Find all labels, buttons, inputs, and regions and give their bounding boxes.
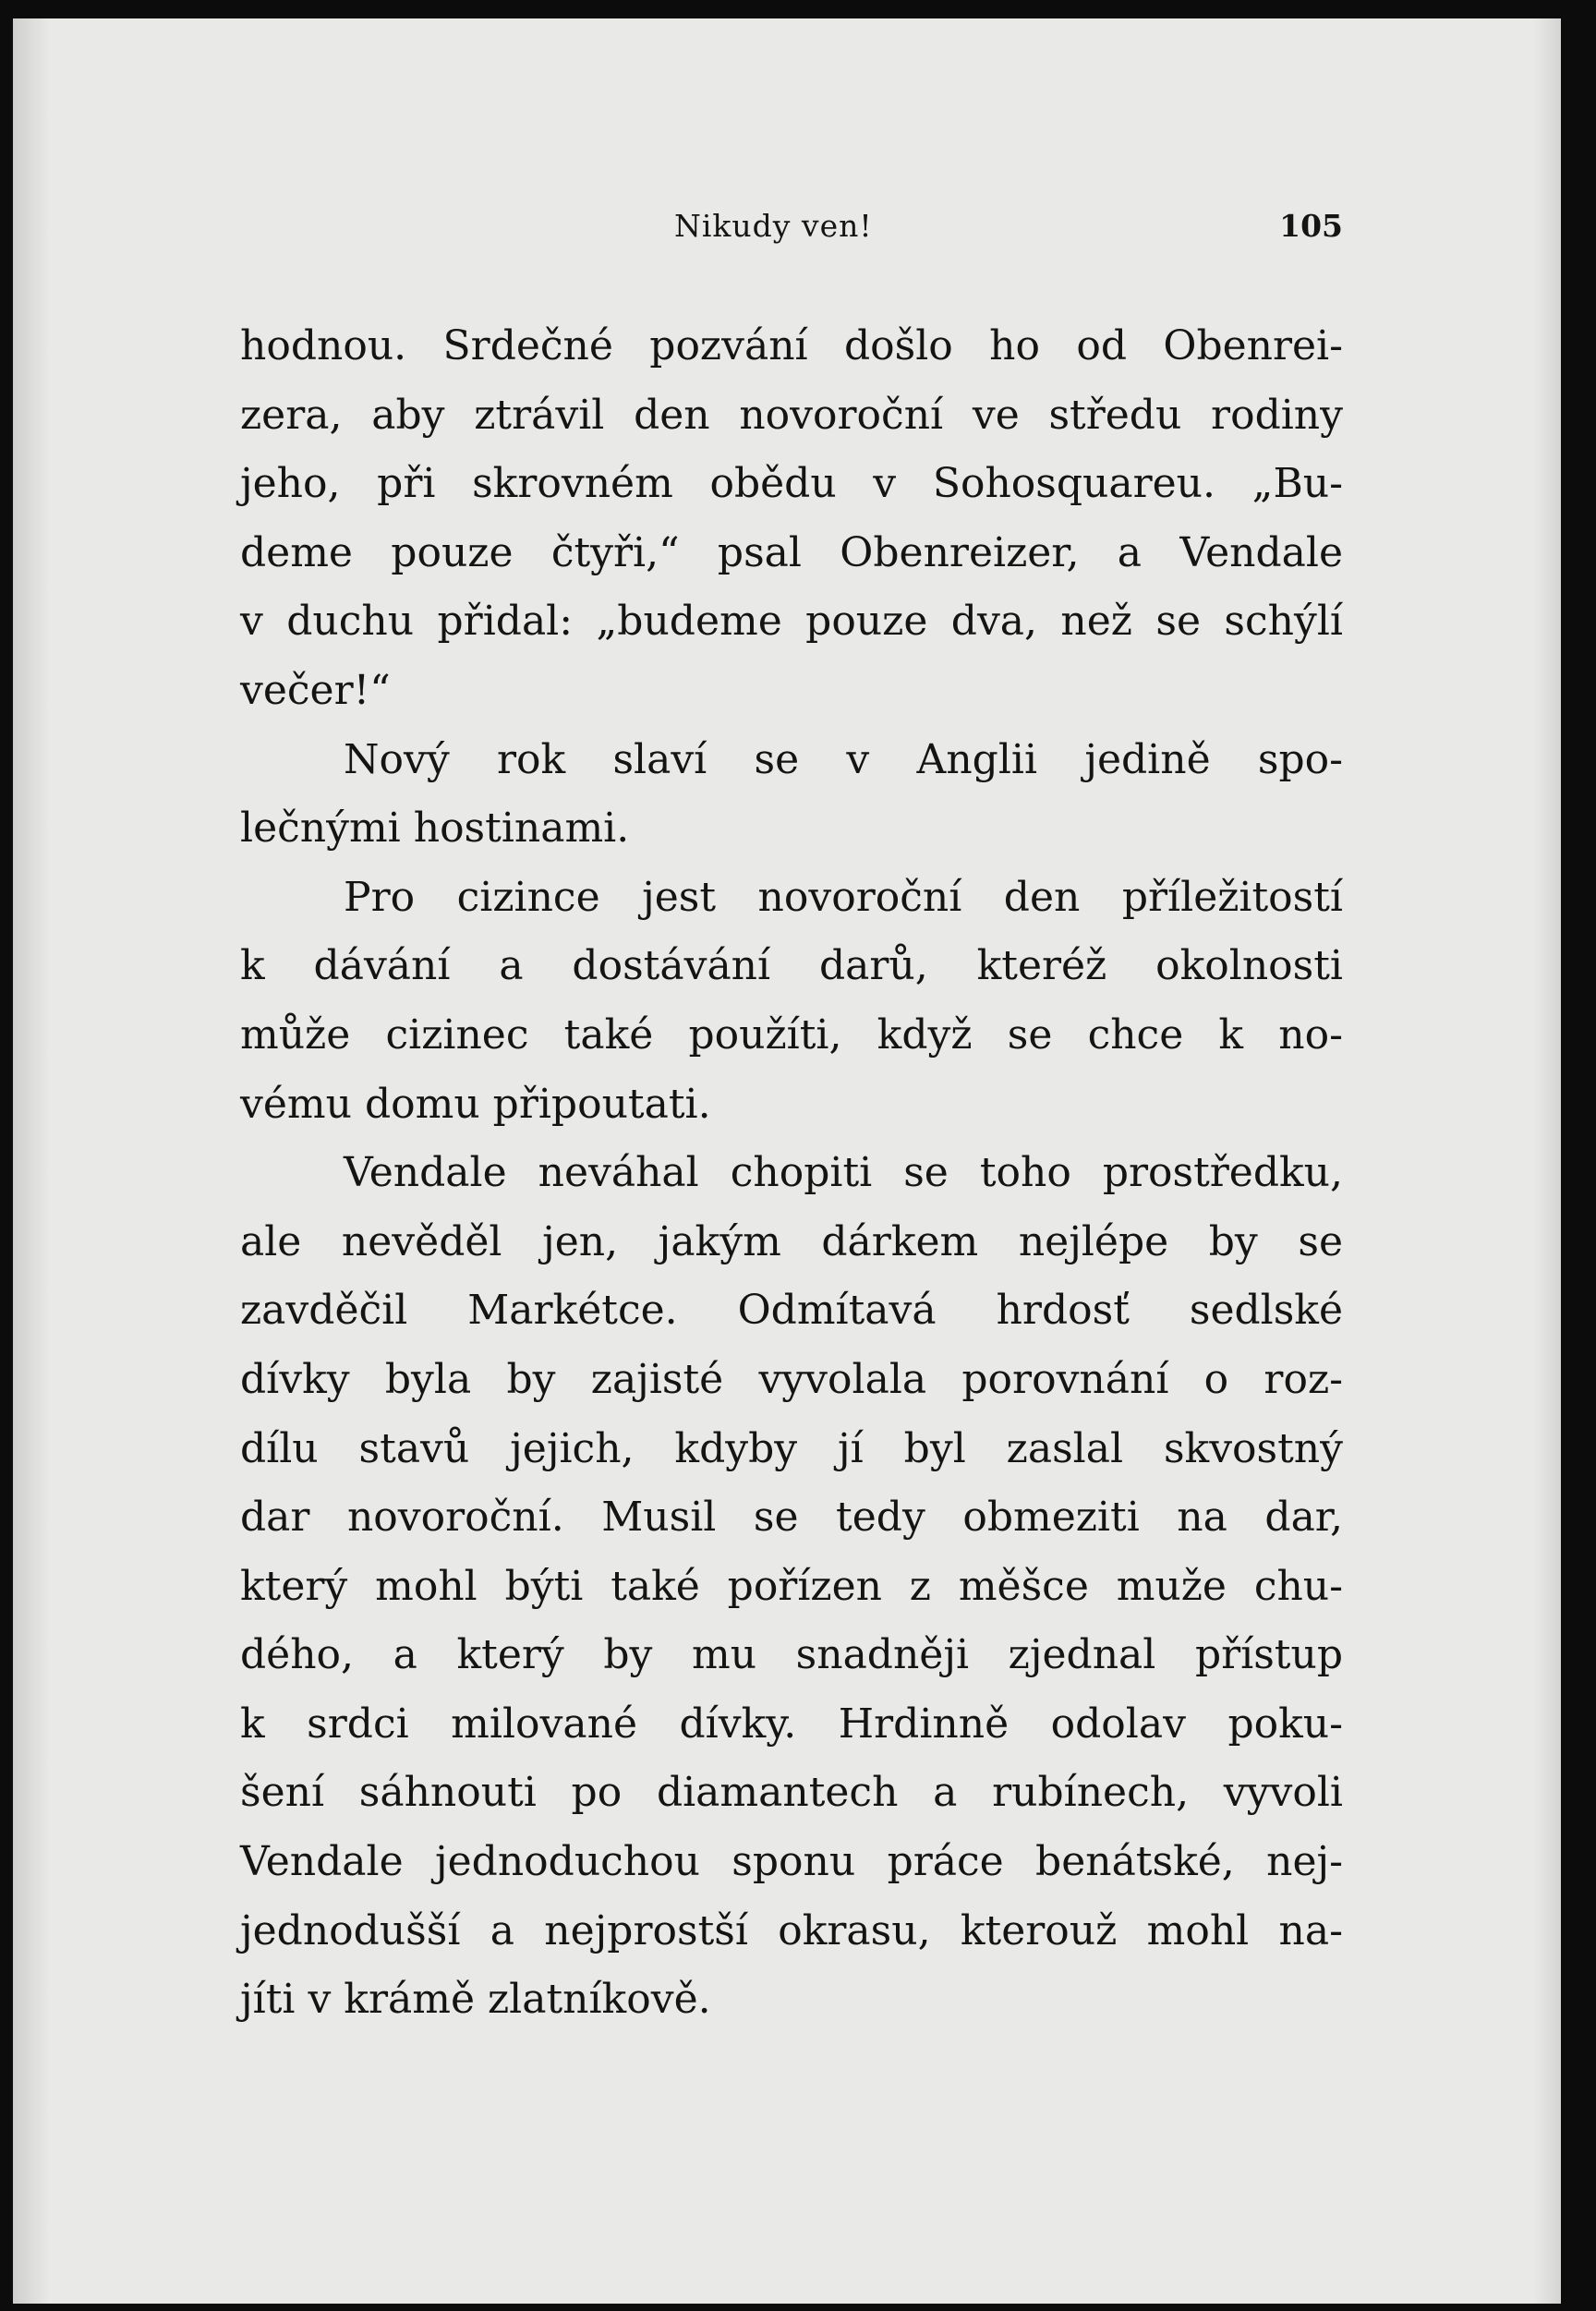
text-line: dílu stavů jejich, kdyby jí byl zaslal skvostný: [240, 1424, 1343, 1472]
text-line: dar novoroční. Musil se tedy obmeziti na dar,: [240, 1494, 1343, 1542]
page-number: 105: [1279, 208, 1343, 244]
text-line: šení sáhnouti po diamantech a rubínech, vyvoli: [240, 1769, 1343, 1817]
text-line: Vendale neváhal chopiti se toho prostředku,: [344, 1149, 1343, 1197]
text-line: zavděčil Markétce. Odmítavá hrdosť sedlské: [240, 1287, 1343, 1335]
text-line: Nový rok slaví se v Anglii jedině spo-: [344, 735, 1343, 783]
text-line: Pro cizince jest novoroční den příležitostí: [344, 873, 1343, 921]
running-title: Nikudy ven!: [674, 208, 873, 244]
text-line: může cizinec také použíti, když se chce k no-: [240, 1010, 1343, 1059]
text-line: k dávání a dostávání darů, kteréž okolnosti: [240, 942, 1343, 990]
text-line: který mohl býti také pořízen z měšce muže chu-: [240, 1562, 1343, 1610]
text-line: dého, a který by mu snadněji zjednal přístup: [240, 1631, 1343, 1679]
book-page: [13, 18, 1561, 2304]
text-line: zera, aby ztrávil den novoroční ve středu rodiny: [240, 391, 1343, 439]
text-line: hodnou. Srdečné pozvání došlo ho od Obenrei-: [240, 322, 1343, 369]
text-line: ale nevěděl jen, jakým dárkem nejlépe by se: [240, 1217, 1343, 1265]
body-text: [240, 312, 1343, 2035]
text-line: vému domu připoutati.: [240, 1080, 711, 1128]
text-line: jeho, při skrovném obědu v Sohosquareu. „Bu-: [240, 460, 1343, 508]
text-line: k srdci milované dívky. Hrdinně odolav poku-: [240, 1700, 1343, 1748]
text-line: deme pouze čtyři,“ psal Obenreizer, a Vendale: [240, 528, 1343, 576]
text-line: dívky byla by zajisté vyvolala porovnání o roz-: [240, 1355, 1343, 1403]
text-line: Vendale jednoduchou sponu práce benátské, nej-: [240, 1838, 1343, 1886]
page-shadow-left: [13, 18, 50, 2304]
page-header: [235, 189, 1343, 245]
text-line: večer!“: [240, 666, 391, 714]
text-line: jíti v krámě zlatníkově.: [240, 1976, 711, 2024]
text-line: lečnými hostinami.: [240, 805, 630, 853]
page-shadow-right: [1533, 18, 1561, 2304]
text-line: jednodušší a nejprostší okrasu, kterouž mohl na-: [240, 1906, 1343, 1954]
text-line: v duchu přidal: „budeme pouze dva, než se schýlí: [240, 598, 1343, 646]
